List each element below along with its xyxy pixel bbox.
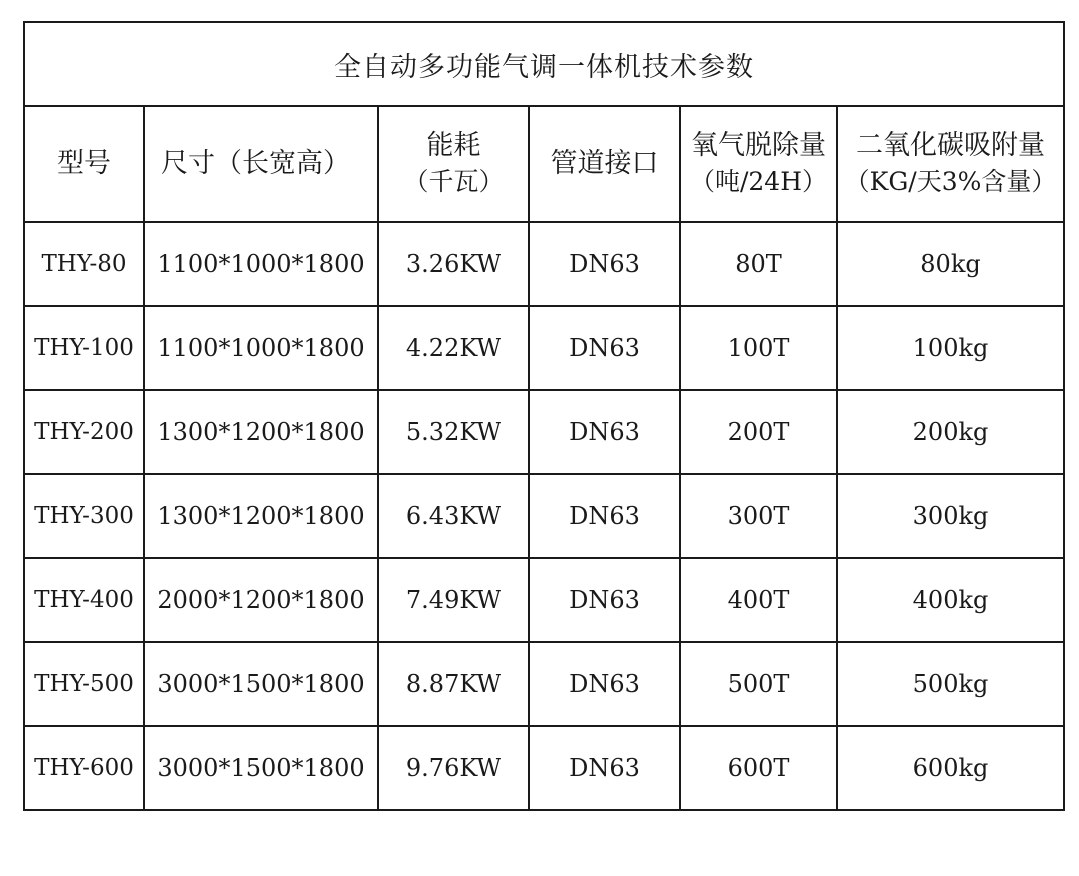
cell-size: 3000*1500*1800 — [144, 726, 378, 810]
cell-oxygen: 80T — [680, 222, 837, 306]
table-row — [24, 306, 1064, 390]
cell-co2: 80kg — [837, 222, 1064, 306]
cell-power: 7.49KW — [378, 558, 529, 642]
cell-power: 3.26KW — [378, 222, 529, 306]
cell-size: 3000*1500*1800 — [144, 642, 378, 726]
cell-co2: 400kg — [837, 558, 1064, 642]
header-pipe: 管道接口 — [529, 106, 680, 222]
cell-power: 6.43KW — [378, 474, 529, 558]
cell-pipe: DN63 — [529, 642, 680, 726]
cell-model: THY-200 — [24, 390, 144, 474]
cell-power: 5.32KW — [378, 390, 529, 474]
table-row — [24, 390, 1064, 474]
cell-model: THY-300 — [24, 474, 144, 558]
cell-co2: 300kg — [837, 474, 1064, 558]
cell-size: 1300*1200*1800 — [144, 390, 378, 474]
header-power — [378, 106, 529, 222]
header-model: 型号 — [24, 106, 144, 222]
spec-table — [23, 21, 1065, 811]
header-power-line1: 能耗 — [426, 130, 481, 161]
cell-oxygen: 500T — [680, 642, 837, 726]
cell-model: THY-600 — [24, 726, 144, 810]
header-size: 尺寸（长宽高） — [144, 106, 378, 222]
cell-size: 2000*1200*1800 — [144, 558, 378, 642]
cell-pipe: DN63 — [529, 558, 680, 642]
cell-pipe: DN63 — [529, 306, 680, 390]
cell-oxygen: 600T — [680, 726, 837, 810]
header-oxygen — [680, 106, 837, 222]
cell-power: 9.76KW — [378, 726, 529, 810]
cell-pipe: DN63 — [529, 726, 680, 810]
cell-pipe: DN63 — [529, 390, 680, 474]
header-co2 — [837, 106, 1064, 222]
cell-size: 1300*1200*1800 — [144, 474, 378, 558]
header-row — [24, 106, 1064, 222]
cell-model: THY-500 — [24, 642, 144, 726]
cell-model: THY-80 — [24, 222, 144, 306]
header-co2-line2: （KG/天3%含量） — [844, 167, 1057, 196]
cell-power: 8.87KW — [378, 642, 529, 726]
table-title: 全自动多功能气调一体机技术参数 — [24, 22, 1064, 106]
cell-pipe: DN63 — [529, 222, 680, 306]
header-oxygen-line1: 氧气脱除量 — [691, 130, 826, 161]
header-power-line2: （千瓦） — [403, 167, 504, 196]
cell-co2: 600kg — [837, 726, 1064, 810]
table-row — [24, 558, 1064, 642]
cell-co2: 100kg — [837, 306, 1064, 390]
cell-oxygen: 200T — [680, 390, 837, 474]
cell-size: 1100*1000*1800 — [144, 222, 378, 306]
cell-model: THY-400 — [24, 558, 144, 642]
cell-pipe: DN63 — [529, 474, 680, 558]
cell-co2: 200kg — [837, 390, 1064, 474]
cell-oxygen: 100T — [680, 306, 837, 390]
cell-oxygen: 400T — [680, 558, 837, 642]
header-co2-line1: 二氧化碳吸附量 — [856, 130, 1046, 161]
table-row — [24, 222, 1064, 306]
cell-co2: 500kg — [837, 642, 1064, 726]
cell-power: 4.22KW — [378, 306, 529, 390]
header-oxygen-line2: （吨/24H） — [689, 167, 828, 196]
cell-oxygen: 300T — [680, 474, 837, 558]
table-row — [24, 474, 1064, 558]
cell-model: THY-100 — [24, 306, 144, 390]
title-row — [24, 22, 1064, 106]
cell-size: 1100*1000*1800 — [144, 306, 378, 390]
table-row — [24, 642, 1064, 726]
table-row — [24, 726, 1064, 810]
